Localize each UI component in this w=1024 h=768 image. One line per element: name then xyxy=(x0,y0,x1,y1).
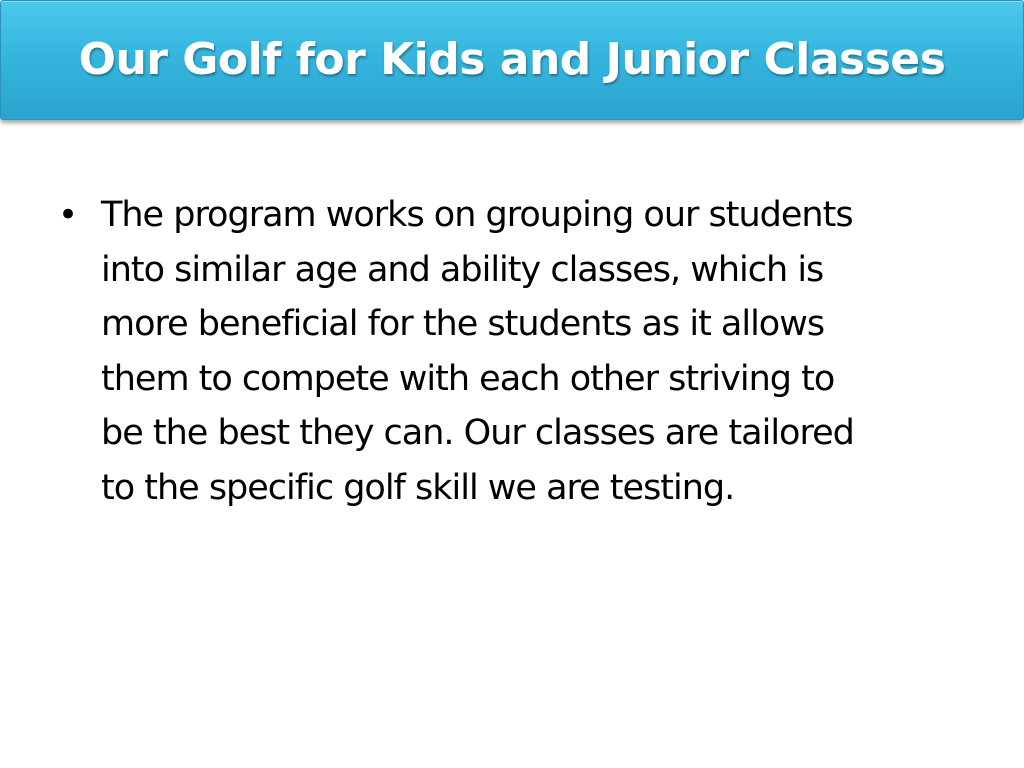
bullet-line: them to compete with each other striving to xyxy=(101,358,835,399)
bullet-dot-icon: • xyxy=(58,195,79,235)
bullet-line: The program works on grouping our students xyxy=(101,195,853,235)
slide-body xyxy=(58,188,958,515)
title-bar xyxy=(0,0,1024,120)
bullet-line: into similar age and ability classes, which is xyxy=(101,249,824,290)
bullet-text xyxy=(101,188,951,515)
bullet-line: be the best they can. Our classes are tailored xyxy=(101,413,854,453)
bullet-item xyxy=(58,188,958,515)
bullet-line: more beneficial for the students as it allows xyxy=(101,304,825,344)
bullet-line: to the specific golf skill we are testing. xyxy=(101,467,735,508)
slide-title: Our Golf for Kids and Junior Classes xyxy=(78,33,946,85)
